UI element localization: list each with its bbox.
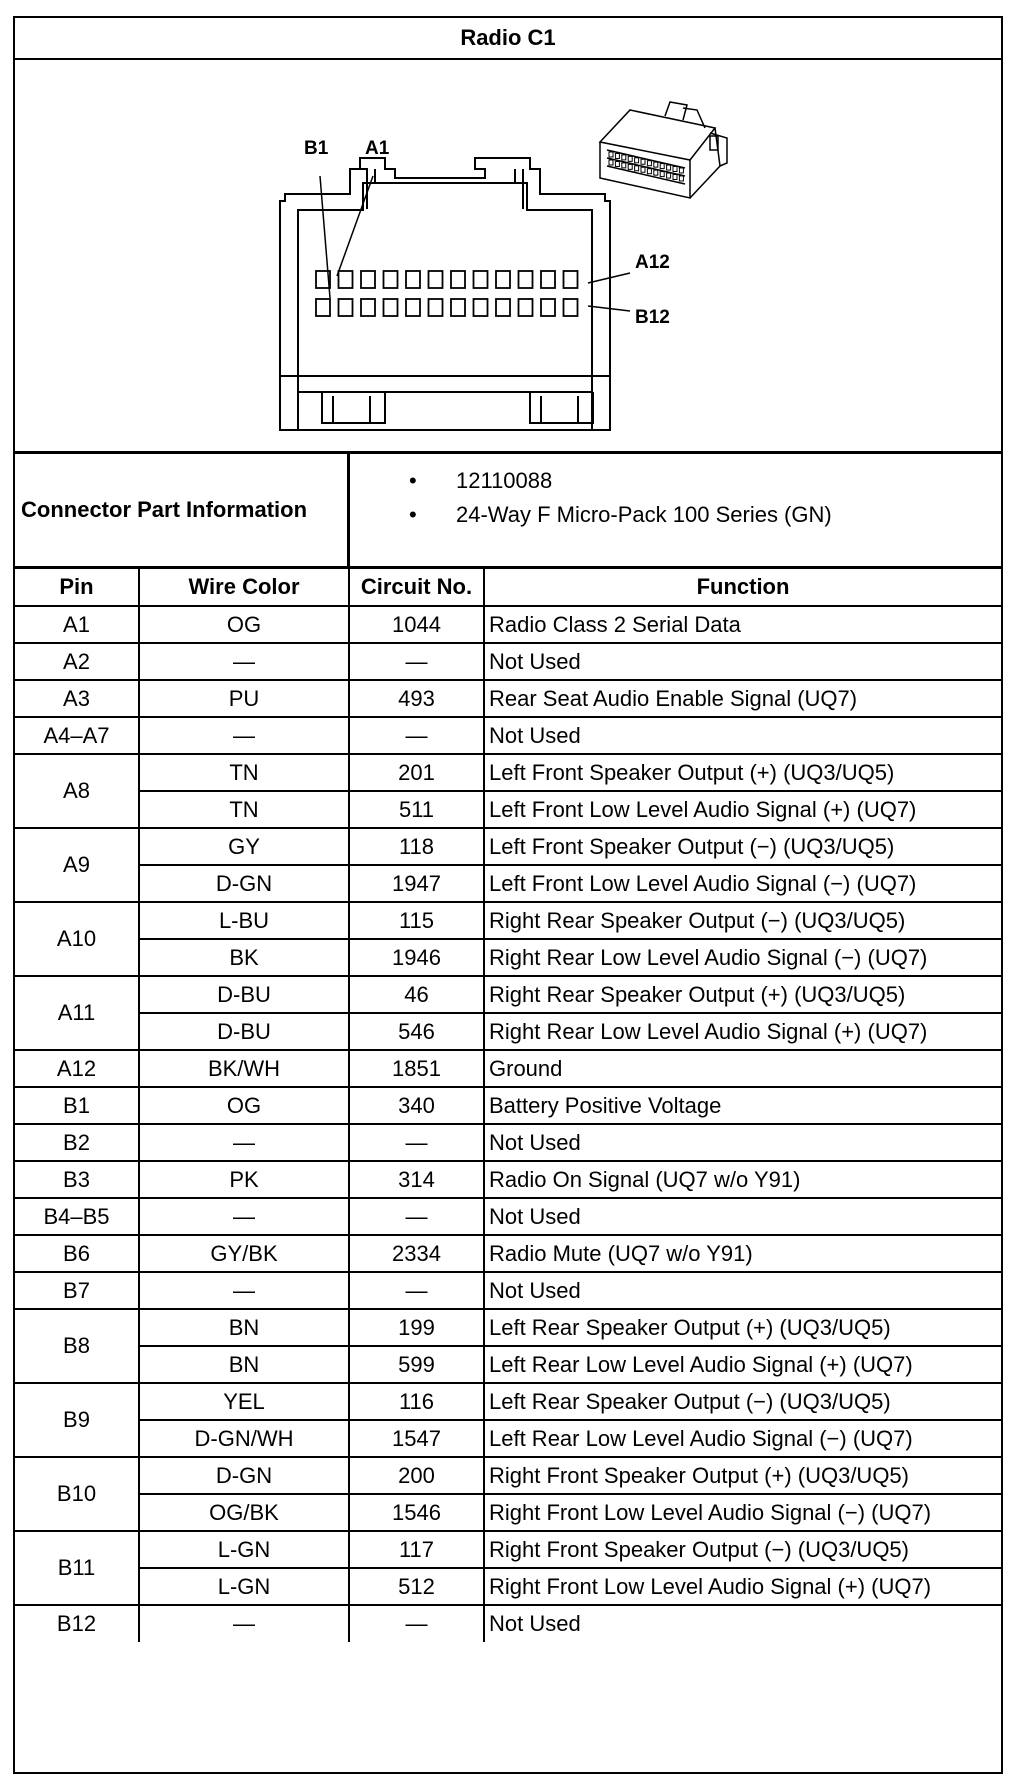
cell-function: Rear Seat Audio Enable Signal (UQ7) (484, 680, 1001, 717)
table-row (15, 1198, 1001, 1235)
iso-pin-cavity (628, 156, 632, 161)
connector-face-illustration (15, 58, 1001, 451)
cell-wire-color: D-BU (139, 976, 349, 1013)
table-row (15, 1161, 1001, 1198)
connector-diagram (15, 58, 1001, 454)
cell-pin: B4–B5 (15, 1198, 139, 1235)
table-row (15, 1605, 1001, 1642)
table-row (15, 1420, 1001, 1457)
cell-circuit-no: 1851 (349, 1050, 484, 1087)
cell-circuit-no: 511 (349, 791, 484, 828)
cell-wire-color: D-GN/WH (139, 1420, 349, 1457)
pin-cavity-row-b (384, 299, 398, 316)
table-row (15, 1383, 1001, 1420)
table-row (15, 902, 1001, 939)
cell-wire-color: — (139, 717, 349, 754)
iso-pin-cavity (673, 167, 677, 172)
iso-pin-cavity (635, 158, 639, 163)
cell-function: Left Rear Speaker Output (+) (UQ3/UQ5) (484, 1309, 1001, 1346)
page-title: Radio C1 (15, 18, 1001, 60)
pin-cavity-row-b (361, 299, 375, 316)
pin-cavity-row-a (361, 271, 375, 288)
cell-wire-color: — (139, 1272, 349, 1309)
cell-pin: B2 (15, 1124, 139, 1161)
table-row (15, 1087, 1001, 1124)
cell-wire-color: TN (139, 791, 349, 828)
cell-circuit-no: 2334 (349, 1235, 484, 1272)
cell-function: Radio Mute (UQ7 w/o Y91) (484, 1235, 1001, 1272)
cell-pin: B7 (15, 1272, 139, 1309)
cell-function: Battery Positive Voltage (484, 1087, 1001, 1124)
cell-pin: A9 (15, 828, 139, 902)
table-row (15, 754, 1001, 791)
table-header-row (15, 569, 1001, 606)
cell-function: Right Front Speaker Output (−) (UQ3/UQ5) (484, 1531, 1001, 1568)
header-pin: Pin (15, 569, 139, 606)
cell-circuit-no: 46 (349, 976, 484, 1013)
table-row (15, 1309, 1001, 1346)
pin-table-body (15, 606, 1001, 1642)
cell-circuit-no: 116 (349, 1383, 484, 1420)
iso-pin-cavity (654, 170, 658, 175)
cell-function: Not Used (484, 1124, 1001, 1161)
header-function: Function (484, 569, 1001, 606)
cell-function: Radio On Signal (UQ7 w/o Y91) (484, 1161, 1001, 1198)
cell-pin: A8 (15, 754, 139, 828)
pin-cavity-row-a (339, 271, 353, 288)
cell-function: Left Front Low Level Audio Signal (+) (UQ7) (484, 791, 1001, 828)
iso-pin-cavity (641, 159, 645, 164)
cell-function: Left Rear Low Level Audio Signal (−) (UQ7) (484, 1420, 1001, 1457)
pin-cavity-row-b (429, 299, 443, 316)
cell-circuit-no: 1546 (349, 1494, 484, 1531)
header-circuit-no: Circuit No. (349, 569, 484, 606)
cell-circuit-no: — (349, 1198, 484, 1235)
iso-pin-cavity (647, 161, 651, 166)
cell-wire-color: PK (139, 1161, 349, 1198)
cell-pin: A4–A7 (15, 717, 139, 754)
pin-cavity-row-a (474, 271, 488, 288)
pin-cavity-row-a (519, 271, 533, 288)
label-a1: A1 (365, 138, 390, 159)
cell-circuit-no: 599 (349, 1346, 484, 1383)
cell-wire-color: — (139, 1605, 349, 1642)
cell-function: Right Front Low Level Audio Signal (+) (UQ7) (484, 1568, 1001, 1605)
table-row (15, 643, 1001, 680)
label-b1: B1 (304, 138, 329, 159)
label-b12: B12 (635, 307, 670, 328)
cell-circuit-no: — (349, 1272, 484, 1309)
pin-cavity-row-b (541, 299, 555, 316)
cell-pin: A10 (15, 902, 139, 976)
iso-pin-cavity (660, 164, 664, 169)
cell-function: Right Rear Speaker Output (−) (UQ3/UQ5) (484, 902, 1001, 939)
table-row (15, 1050, 1001, 1087)
cell-wire-color: L-GN (139, 1531, 349, 1568)
cell-wire-color: D-BU (139, 1013, 349, 1050)
cell-function: Not Used (484, 1198, 1001, 1235)
iso-pin-cavity (635, 166, 639, 171)
cell-circuit-no: 1947 (349, 865, 484, 902)
bullet-icon: • (409, 468, 417, 493)
iso-pin-cavity (660, 172, 664, 177)
cell-wire-color: D-GN (139, 865, 349, 902)
cell-pin: B9 (15, 1383, 139, 1457)
cell-circuit-no: 199 (349, 1309, 484, 1346)
cell-function: Left Rear Speaker Output (−) (UQ3/UQ5) (484, 1383, 1001, 1420)
table-row (15, 680, 1001, 717)
cell-pin: A2 (15, 643, 139, 680)
cell-function: Right Rear Low Level Audio Signal (+) (UQ7) (484, 1013, 1001, 1050)
table-row (15, 1013, 1001, 1050)
pin-cavity-row-b (316, 299, 330, 316)
table-row (15, 717, 1001, 754)
cell-wire-color: OG (139, 606, 349, 643)
pin-cavity-row-a (429, 271, 443, 288)
iso-pin-cavity (673, 175, 677, 180)
cell-pin: B10 (15, 1457, 139, 1531)
table-row (15, 1568, 1001, 1605)
cell-wire-color: OG/BK (139, 1494, 349, 1531)
cell-circuit-no: 1946 (349, 939, 484, 976)
connector-part-info-text: 12110088 (456, 468, 553, 493)
pin-cavity-row-b (406, 299, 420, 316)
iso-pin-cavity (622, 155, 626, 160)
iso-pin-cavity (647, 169, 651, 174)
cell-function: Left Front Low Level Audio Signal (−) (UQ7) (484, 865, 1001, 902)
cell-pin: B1 (15, 1087, 139, 1124)
table-row (15, 1457, 1001, 1494)
cell-wire-color: L-BU (139, 902, 349, 939)
table-row (15, 976, 1001, 1013)
cell-circuit-no: 200 (349, 1457, 484, 1494)
cell-function: Radio Class 2 Serial Data (484, 606, 1001, 643)
table-row (15, 1124, 1001, 1161)
cell-circuit-no: 314 (349, 1161, 484, 1198)
table-row (15, 865, 1001, 902)
cell-circuit-no: — (349, 643, 484, 680)
iso-pin-cavity (609, 160, 613, 165)
cell-wire-color: YEL (139, 1383, 349, 1420)
cell-pin: B6 (15, 1235, 139, 1272)
pin-table (15, 569, 1001, 1642)
pin-cavity-row-b (339, 299, 353, 316)
cell-wire-color: GY/BK (139, 1235, 349, 1272)
iso-pin-cavity (615, 161, 619, 166)
pin-cavity-row-b (496, 299, 510, 316)
cell-circuit-no: 1547 (349, 1420, 484, 1457)
cell-function: Not Used (484, 643, 1001, 680)
cell-circuit-no: 117 (349, 1531, 484, 1568)
cell-pin: A12 (15, 1050, 139, 1087)
cell-wire-color: — (139, 1124, 349, 1161)
pin-cavity-row-a (406, 271, 420, 288)
iso-pin-cavity (615, 153, 619, 158)
connector-part-info (15, 454, 1001, 569)
table-row (15, 606, 1001, 643)
iso-pin-cavity (679, 176, 683, 181)
header-wire-color: Wire Color (139, 569, 349, 606)
cell-circuit-no: — (349, 1605, 484, 1642)
table-row (15, 1531, 1001, 1568)
cell-function: Not Used (484, 1605, 1001, 1642)
cell-function: Left Rear Low Level Audio Signal (+) (UQ7) (484, 1346, 1001, 1383)
table-row (15, 939, 1001, 976)
cell-function: Right Rear Low Level Audio Signal (−) (UQ7) (484, 939, 1001, 976)
pin-cavity-row-b (519, 299, 533, 316)
cell-circuit-no: 340 (349, 1087, 484, 1124)
iso-pin-cavity (667, 173, 671, 178)
table-row (15, 828, 1001, 865)
connector-part-info-label: Connector Part Information (15, 454, 350, 566)
pin-cavity-row-a (451, 271, 465, 288)
iso-pin-cavity (609, 152, 613, 157)
cell-pin: A11 (15, 976, 139, 1050)
pin-cavity-row-b (451, 299, 465, 316)
iso-pin-cavity (628, 164, 632, 169)
cell-circuit-no: 493 (349, 680, 484, 717)
iso-pin-cavity (679, 168, 683, 173)
cell-circuit-no: 546 (349, 1013, 484, 1050)
cell-circuit-no: 201 (349, 754, 484, 791)
cell-pin: B3 (15, 1161, 139, 1198)
cell-pin: B12 (15, 1605, 139, 1642)
table-row (15, 1346, 1001, 1383)
label-a12: A12 (635, 252, 670, 273)
cell-function: Left Front Speaker Output (−) (UQ3/UQ5) (484, 828, 1001, 865)
connector-part-info-item (353, 464, 1001, 498)
cell-wire-color: — (139, 643, 349, 680)
cell-wire-color: BK/WH (139, 1050, 349, 1087)
cell-wire-color: TN (139, 754, 349, 791)
cell-function: Right Front Speaker Output (+) (UQ3/UQ5) (484, 1457, 1001, 1494)
cell-circuit-no: 115 (349, 902, 484, 939)
connector-iso-illustration (600, 102, 727, 198)
cell-function: Left Front Speaker Output (+) (UQ3/UQ5) (484, 754, 1001, 791)
iso-pin-cavity (622, 163, 626, 168)
cell-wire-color: — (139, 1198, 349, 1235)
connector-part-info-text: 24-Way F Micro-Pack 100 Series (GN) (456, 502, 832, 527)
pin-cavity-row-a (541, 271, 555, 288)
cell-pin: B8 (15, 1309, 139, 1383)
connector-sheet (13, 16, 1003, 1774)
pin-cavity-row-a (496, 271, 510, 288)
cell-circuit-no: 1044 (349, 606, 484, 643)
iso-pin-cavity (654, 162, 658, 167)
pin-cavity-grid (316, 271, 578, 316)
cell-pin: B11 (15, 1531, 139, 1605)
cell-circuit-no: 118 (349, 828, 484, 865)
table-row (15, 1235, 1001, 1272)
cell-pin: A3 (15, 680, 139, 717)
connector-part-info-item (353, 498, 1001, 532)
cell-wire-color: BN (139, 1346, 349, 1383)
bullet-icon: • (409, 502, 417, 527)
pin-cavity-row-b (564, 299, 578, 316)
iso-pin-cavity (667, 165, 671, 170)
connector-part-info-list (353, 454, 1001, 566)
pin-cavity-row-a (384, 271, 398, 288)
cell-pin: A1 (15, 606, 139, 643)
cell-function: Not Used (484, 717, 1001, 754)
table-row (15, 1272, 1001, 1309)
cell-function: Not Used (484, 1272, 1001, 1309)
cell-wire-color: L-GN (139, 1568, 349, 1605)
cell-wire-color: GY (139, 828, 349, 865)
cell-wire-color: OG (139, 1087, 349, 1124)
table-row (15, 791, 1001, 828)
cell-function: Right Front Low Level Audio Signal (−) (UQ7) (484, 1494, 1001, 1531)
cell-circuit-no: — (349, 1124, 484, 1161)
cell-wire-color: BK (139, 939, 349, 976)
cell-wire-color: D-GN (139, 1457, 349, 1494)
table-row (15, 1494, 1001, 1531)
cell-function: Right Rear Speaker Output (+) (UQ3/UQ5) (484, 976, 1001, 1013)
cell-wire-color: PU (139, 680, 349, 717)
cell-circuit-no: — (349, 717, 484, 754)
iso-pin-cavity (641, 167, 645, 172)
pin-cavity-row-a (564, 271, 578, 288)
pin-cavity-row-b (474, 299, 488, 316)
cell-wire-color: BN (139, 1309, 349, 1346)
cell-function: Ground (484, 1050, 1001, 1087)
cell-circuit-no: 512 (349, 1568, 484, 1605)
